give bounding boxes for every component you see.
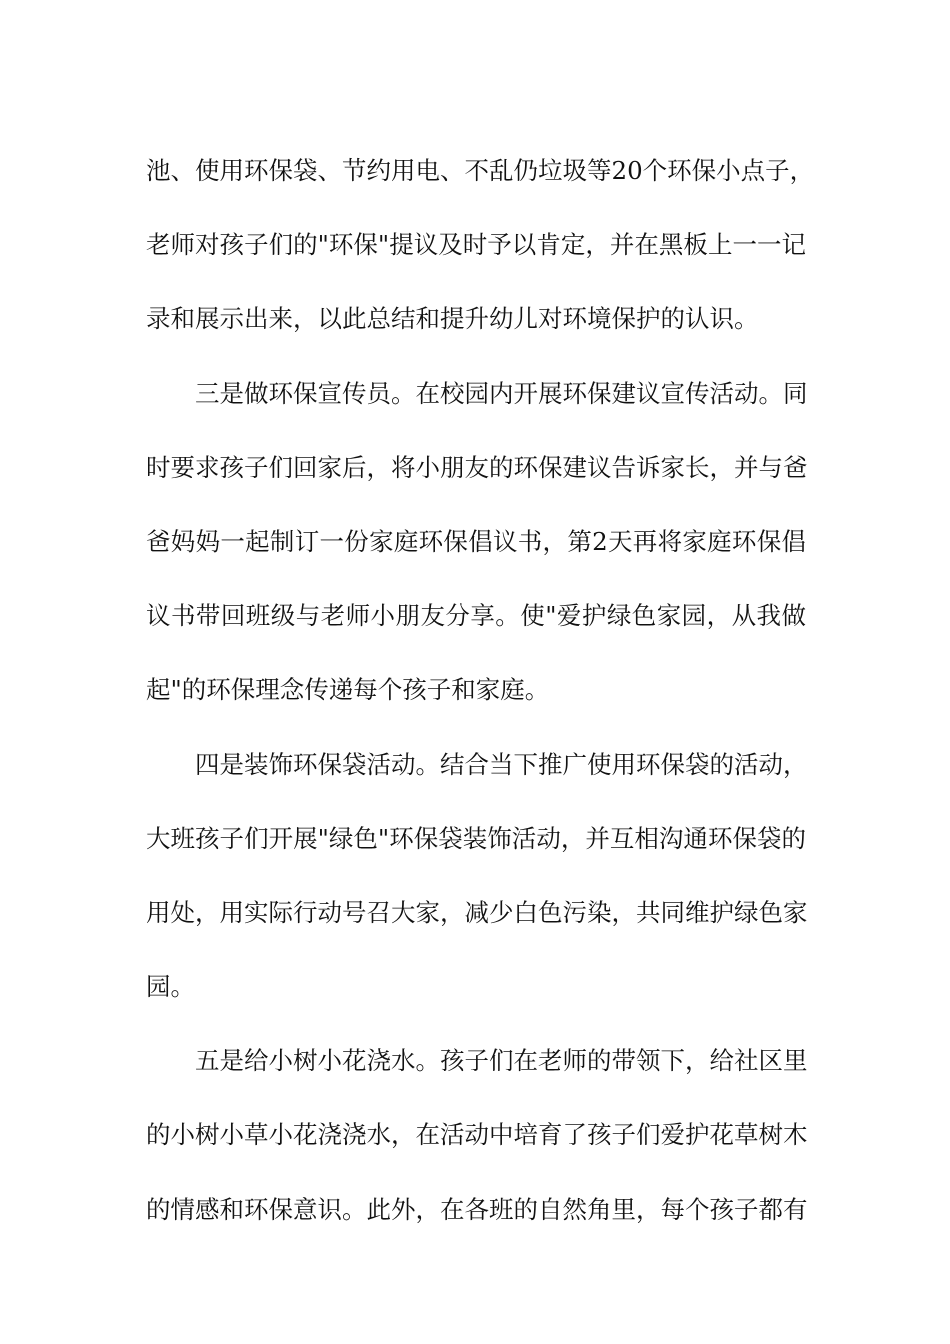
text-line: 录和展示出来，以此总结和提升幼儿对环境保护的认识。 xyxy=(146,304,759,334)
text-line: 的情感和环保意识。此外，在各班的自然角里，每个孩子都有 xyxy=(146,1194,808,1224)
paragraph-start-line: 四是装饰环保袋活动。结合当下推广使用环保袋的活动， xyxy=(195,749,808,779)
text-line: 起"的环保理念传递每个孩子和家庭。 xyxy=(146,675,550,705)
text-line: 园。 xyxy=(146,972,195,1002)
text-line: 爸妈妈一起制订一份家庭环保倡议书，第2天再将家庭环保倡 xyxy=(146,526,806,556)
text-line: 议书带回班级与老师小朋友分享。使"爱护绿色家园，从我做 xyxy=(146,601,806,631)
paragraph-start-line: 三是做环保宣传员。在校园内开展环保建议宣传活动。同 xyxy=(195,378,808,408)
text-line: 的小树小草小花浇浇水，在活动中培育了孩子们爱护花草树木 xyxy=(146,1120,808,1150)
body-text xyxy=(146,134,815,1247)
text-line: 时要求孩子们回家后，将小朋友的环保建议告诉家长，并与爸 xyxy=(146,452,808,482)
text-line: 池、使用环保袋、节约用电、不乱仍垃圾等20个环保小点子， xyxy=(146,156,815,185)
text-line: 大班孩子们开展"绿色"环保袋装饰活动，并互相沟通环保袋的 xyxy=(146,823,806,853)
text-line: 用处，用实际行动号召大家，减少白色污染，共同维护绿色家 xyxy=(146,897,808,927)
text-line: 老师对孩子们的"环保"提议及时予以肯定，并在黑板上一一记 xyxy=(146,230,806,260)
paragraph-start-line: 五是给小树小花浇水。孩子们在老师的带领下，给社区里 xyxy=(195,1046,808,1076)
